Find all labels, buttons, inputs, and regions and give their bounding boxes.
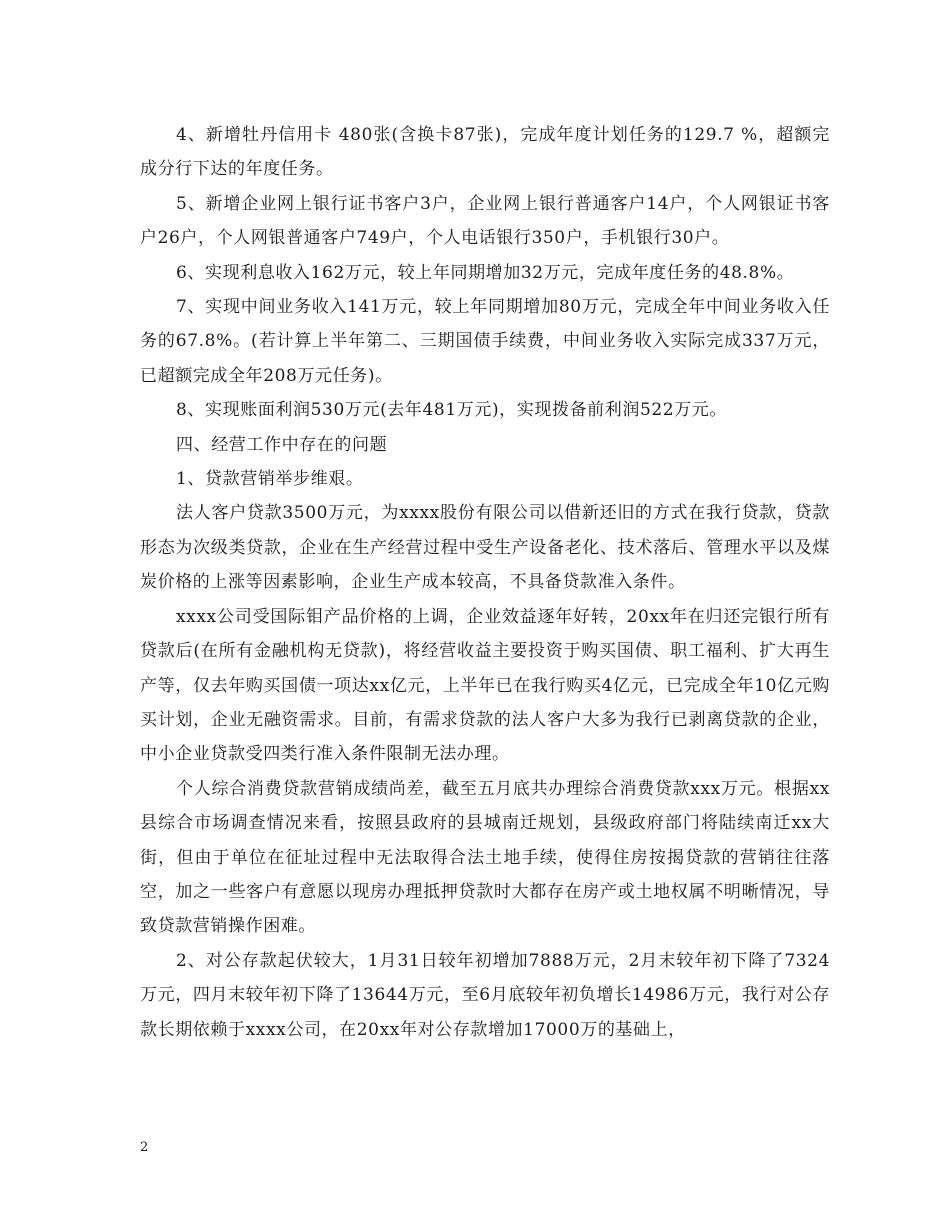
paragraph-profit: 8、实现账面利润530万元(去年481万元)，实现拨备前利润522万元。 — [176, 400, 728, 421]
subheading-loan-marketing: 1、贷款营销举步维艰。 — [176, 469, 364, 490]
section-heading-problems: 四、经营工作中存在的问题 — [176, 434, 388, 455]
paragraph-personal-loans: 个人综合消费贷款营销成绩尚差，截至五月底共办理综合消费贷款xxx万元。根据xx县综合市场调查情况来看，按照县政府的县城南迁规划，县级政府部门将陆续南迁xx大街，但由于单位在征址过程中无法取得合法土地手续，使得住房按揭贷款的营销往往落空，加之一些客户有意愿以现房办理抵押贷款时大都存在房产或土地权属不明晰情况，导致贷款营销操作困难。 — [140, 778, 830, 937]
document-body — [140, 118, 830, 1047]
paragraph-intermediate-income: 7、实现中间业务收入141万元，较上年同期增加80万元，完成全年中间业务收入任务的67.8%。(若计算上半年第二、三期国债手续费，中间业务收入实际完成337万元，已超额完成全年208万元任务)。 — [140, 297, 830, 386]
paragraph-credit-card: 4、新增牡丹信用卡 480张(含换卡87张)，完成年度计划任务的129.7 %，超额完成分行下达的年度任务。 — [140, 125, 830, 180]
paragraph-corporate-deposits: 2、对公存款起伏较大，1月31日较年初增加7888万元，2月末较年初下降了7324万元，四月末较年初下降了13644万元，至6月底较年初负增长14986万元，我行对公存款长期依赖于xxxx公司，在20xx年对公存款增加17000万的基础上， — [140, 950, 830, 1040]
paragraph-online-banking: 5、新增企业网上银行证书客户3户，企业网上银行普通客户14户，个人网银证书客户26户，个人网银普通客户749户，个人电话银行350户，手机银行30户。 — [140, 193, 830, 249]
paragraph-company-profile: xxxx公司受国际钼产品价格的上调，企业效益逐年好转，20xx年在归还完银行所有贷款后(在所有金融机构无贷款)，将经营收益主要投资于购买国债、职工福利、扩大再生产等，仅去年购买国债一项达xx亿元，上半年已在我行购买4亿元，已完成全年10亿元购买计划，企业无融资需求。目前，有需求贷款的法人客户大多为我行已剥离贷款的企业，中小企业贷款受四类行准入条件限制无法办理。 — [140, 606, 830, 765]
page-number: 2 — [140, 1140, 149, 1155]
paragraph-corporate-loans: 法人客户贷款3500万元，为xxxx股份有限公司以借新还旧的方式在我行贷款，贷款形态为次级类贷款，企业在生产经营过程中受生产设备老化、技术落后、管理水平以及煤炭价格的上涨等因素影响，企业生产成本较高，不具备贷款准入条件。 — [140, 503, 830, 593]
paragraph-interest-income: 6、实现利息收入162万元，较上年同期增加32万元，完成年度任务的48.8%。 — [176, 262, 795, 283]
